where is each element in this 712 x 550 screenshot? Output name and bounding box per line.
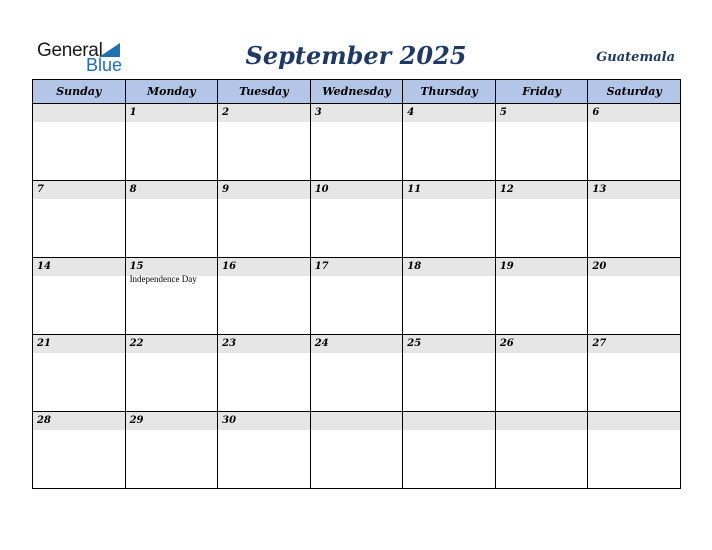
- day-cell: [495, 181, 588, 258]
- day-number: 8: [126, 181, 218, 199]
- day-cell: [125, 104, 218, 181]
- country-name: Guatemala: [596, 50, 675, 65]
- day-cell: [495, 104, 588, 181]
- day-number: 28: [33, 412, 125, 430]
- day-number: 7: [33, 181, 125, 199]
- day-number: 3: [311, 104, 403, 122]
- weekday-header-row: [33, 80, 681, 104]
- week-row: [33, 258, 681, 335]
- day-number: 1: [126, 104, 218, 122]
- day-cell: [125, 181, 218, 258]
- week-row: [33, 412, 681, 489]
- day-cell: [33, 258, 126, 335]
- day-cell: [588, 335, 681, 412]
- day-number: 26: [496, 335, 588, 353]
- day-number: [588, 412, 680, 430]
- day-cell: [403, 104, 496, 181]
- day-number: 27: [588, 335, 680, 353]
- day-cell: [33, 104, 126, 181]
- day-number: 17: [311, 258, 403, 276]
- day-cell: [310, 258, 403, 335]
- weekday-wednesday: Wednesday: [310, 80, 403, 104]
- day-cell: [403, 412, 496, 489]
- logo-general-text: General: [37, 40, 103, 61]
- day-number: 12: [496, 181, 588, 199]
- day-cell: [125, 258, 218, 335]
- calendar-title: September 2025: [245, 41, 467, 70]
- day-cell: [495, 258, 588, 335]
- week-row: [33, 335, 681, 412]
- day-number: [496, 412, 588, 430]
- day-number: 30: [218, 412, 310, 430]
- day-number: 15: [126, 258, 218, 276]
- day-number: 23: [218, 335, 310, 353]
- week-row: [33, 104, 681, 181]
- day-number: 11: [403, 181, 495, 199]
- day-number: 6: [588, 104, 680, 122]
- day-cell: [310, 412, 403, 489]
- day-cell: [218, 335, 311, 412]
- day-number: 10: [311, 181, 403, 199]
- day-cell: [218, 181, 311, 258]
- day-cell: [403, 181, 496, 258]
- day-cell: [125, 335, 218, 412]
- weekday-friday: Friday: [495, 80, 588, 104]
- day-cell: [495, 412, 588, 489]
- day-cell: [588, 258, 681, 335]
- day-number: [403, 412, 495, 430]
- day-cell: [310, 104, 403, 181]
- weekday-sunday: Sunday: [33, 80, 126, 104]
- day-number: 18: [403, 258, 495, 276]
- day-number: 19: [496, 258, 588, 276]
- day-number: 22: [126, 335, 218, 353]
- logo-blue-text: Blue: [86, 55, 123, 75]
- day-number: 5: [496, 104, 588, 122]
- day-cell: [218, 104, 311, 181]
- day-cell: [33, 412, 126, 489]
- day-cell: [588, 412, 681, 489]
- day-number: 16: [218, 258, 310, 276]
- day-number: 21: [33, 335, 125, 353]
- day-number: [33, 104, 125, 122]
- day-cell: [588, 104, 681, 181]
- day-number: 9: [218, 181, 310, 199]
- day-cell: [33, 335, 126, 412]
- day-cell: [218, 412, 311, 489]
- day-cell: [310, 335, 403, 412]
- calendar-grid: [32, 79, 681, 489]
- day-number: [311, 412, 403, 430]
- week-row: [33, 181, 681, 258]
- day-number: 20: [588, 258, 680, 276]
- weekday-monday: Monday: [125, 80, 218, 104]
- weekday-tuesday: Tuesday: [218, 80, 311, 104]
- holiday-label: Independence Day: [129, 274, 197, 284]
- day-number: 14: [33, 258, 125, 276]
- day-cell: [403, 335, 496, 412]
- day-cell: [125, 412, 218, 489]
- day-cell: [310, 181, 403, 258]
- day-cell: [33, 181, 126, 258]
- day-number: 13: [588, 181, 680, 199]
- weekday-saturday: Saturday: [588, 80, 681, 104]
- day-number: 25: [403, 335, 495, 353]
- day-cell: [495, 335, 588, 412]
- day-number: 29: [126, 412, 218, 430]
- weekday-thursday: Thursday: [403, 80, 496, 104]
- day-cell: [403, 258, 496, 335]
- day-number: 4: [403, 104, 495, 122]
- day-number: 2: [218, 104, 310, 122]
- day-cell: [218, 258, 311, 335]
- day-cell: [588, 181, 681, 258]
- day-number: 24: [311, 335, 403, 353]
